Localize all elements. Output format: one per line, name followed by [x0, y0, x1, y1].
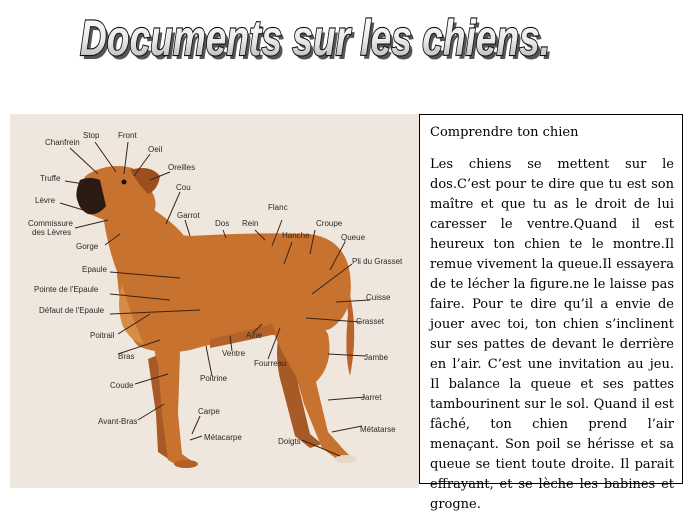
- label-oreilles: Oreilles: [168, 163, 196, 172]
- label-flanc: Flanc: [268, 203, 288, 212]
- label-truffe: Truffe: [40, 174, 61, 183]
- label-stop: Stop: [83, 131, 100, 140]
- label-doigts: Doigts: [278, 437, 301, 446]
- label-hanche: Hanche: [282, 231, 310, 240]
- label-defaut-epaule: Défaut de l'Epaule: [39, 306, 105, 315]
- label-queue: Queue: [341, 233, 366, 242]
- label-croupe: Croupe: [316, 219, 343, 228]
- label-epaule: Epaule: [82, 265, 107, 274]
- label-garrot: Garrot: [177, 211, 200, 220]
- text-panel-body: Les chiens se mettent sur le dos.C’est pour te dire que tu est son maître et que tu as le droit de lui caresser le ventre.Quand il est heureux ton chien te le montre.Il remue vivement la queue.Il essayera de te lécher la figure.ne le laisse pas faire. Pour te dire qu’il a envie de jouer avec toi, ton chien s’inclinent sur ses pattes de devant le derrière en l’air. C’est une invitation au jeu. Il balance la queue et ses pattes tambourinent sur le sol. Quand il est fâché, ton chien prend l’air menaçant. Son poil se hérisse et sa queue se tient toute droite. Il parait effrayant, et se lèche les babines et grogne.: [430, 157, 674, 512]
- text-panel-heading: Comprendre ton chien: [430, 125, 579, 140]
- label-metacarpe: Métacarpe: [204, 433, 242, 442]
- label-poitrail: Poitrail: [90, 331, 115, 340]
- label-jambe: Jambe: [364, 353, 389, 362]
- label-gorge: Gorge: [76, 242, 99, 251]
- label-rein: Rein: [242, 219, 259, 228]
- page-title-text: Documents sur les chiens.: [80, 10, 550, 66]
- label-oeil: Oeil: [148, 145, 163, 154]
- label-levre: Lèvre: [35, 196, 56, 205]
- label-commissure-line2: des Lèvres: [32, 228, 72, 237]
- dog-anatomy-diagram: [10, 114, 419, 488]
- label-cuisse: Cuisse: [366, 293, 391, 302]
- label-grasset: Grasset: [356, 317, 385, 326]
- label-fourreau: Fourreau: [254, 359, 287, 368]
- dog-anatomy-figure: [10, 114, 419, 488]
- label-metatarse: Métatarse: [360, 425, 396, 434]
- label-ventre: Ventre: [222, 349, 246, 358]
- label-aine: Aine: [246, 331, 263, 340]
- page-title: [70, 4, 570, 68]
- label-jarret: Jarret: [361, 393, 382, 402]
- label-coude: Coude: [110, 381, 134, 390]
- label-bras: Bras: [118, 352, 135, 361]
- label-carpe: Carpe: [198, 407, 220, 416]
- label-pli-grasset: Pli du Grasset: [352, 257, 403, 266]
- label-chanfrein: Chanfrein: [45, 138, 80, 147]
- text-panel: [419, 114, 683, 512]
- label-dos: Dos: [215, 219, 230, 228]
- label-pointe-epaule: Pointe de l'Epaule: [34, 285, 99, 294]
- label-cou: Cou: [176, 183, 191, 192]
- page-title-shadow: Documents sur les chiens.: [83, 14, 553, 68]
- label-commissure-line1: Commissure: [28, 219, 73, 228]
- label-front: Front: [118, 131, 137, 140]
- label-poitrine: Poitrine: [200, 374, 228, 383]
- label-avant-bras: Avant-Bras: [98, 417, 138, 426]
